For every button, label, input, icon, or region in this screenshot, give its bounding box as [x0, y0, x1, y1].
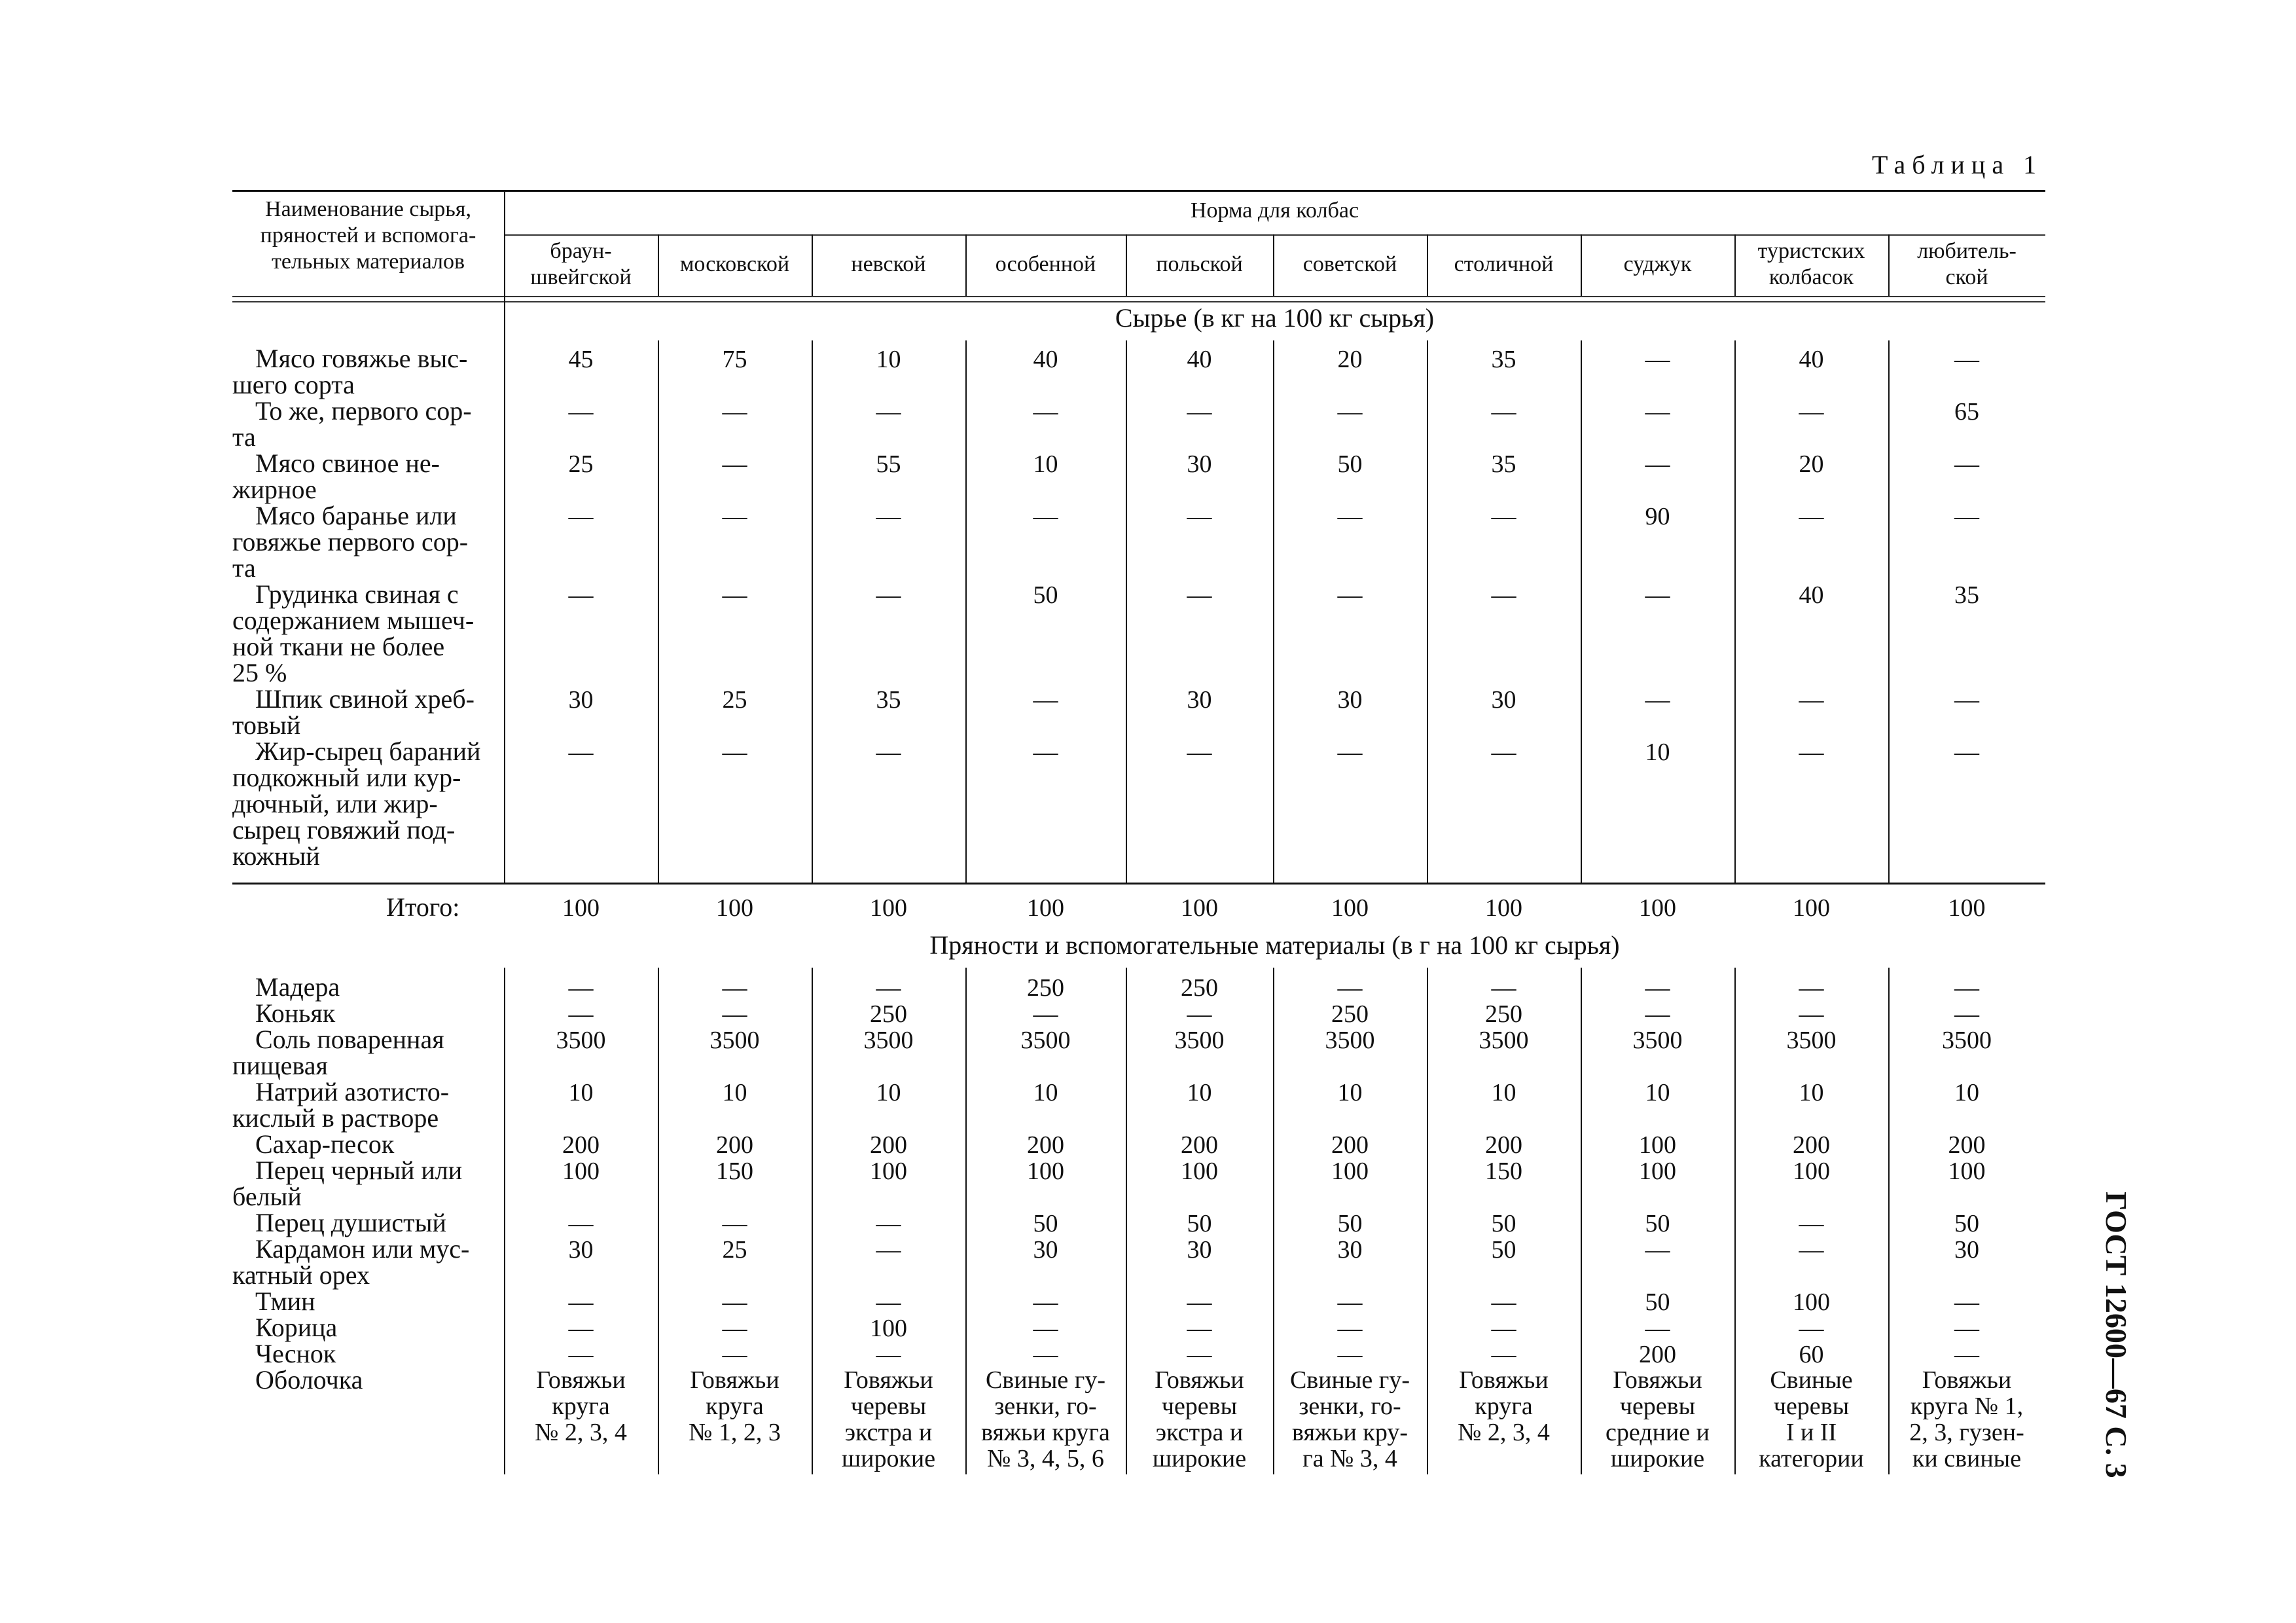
value-cell: 50: [1337, 1210, 1363, 1237]
value-cell: 3500: [863, 1027, 914, 1054]
value-cell: 200: [716, 1131, 753, 1159]
value-cell: —: [1033, 686, 1058, 714]
value-cell: —: [1033, 503, 1058, 530]
value-cell: 50: [1645, 1210, 1670, 1237]
value-cell: 20: [1337, 346, 1363, 373]
value-cell: —: [722, 398, 747, 426]
value-cell: 10: [1187, 1079, 1212, 1106]
value-cell: —: [1799, 1236, 1824, 1264]
row-label: жирное: [232, 475, 317, 504]
row-label: Грудинка свиная с: [255, 579, 459, 609]
row-label: Мясо баранье или: [255, 501, 457, 530]
value-cell: —: [1187, 503, 1212, 530]
row-label: та: [232, 553, 256, 583]
value-cell: 65: [1954, 398, 1979, 426]
side-header: ГОСТ 12600—67 С. 3: [2100, 1192, 2133, 1478]
value-cell: —: [1954, 1000, 1979, 1028]
value-cell: —: [876, 1236, 901, 1264]
value-cell: —: [568, 503, 594, 530]
value-cell: 40: [1033, 346, 1058, 373]
value-cell: —: [1645, 450, 1670, 478]
column-header: особенной: [995, 252, 1096, 276]
value-cell: —: [1645, 974, 1670, 1002]
value-cell: —: [722, 1000, 747, 1028]
value-cell: 10: [568, 1079, 594, 1106]
total-cell: 100: [1027, 894, 1064, 922]
value-cell: 50: [1491, 1236, 1516, 1264]
value-cell: 40: [1799, 346, 1824, 373]
value-cell: —: [876, 398, 901, 426]
row-label: Жир-сырец бараний: [255, 737, 481, 766]
row-label: Мясо свиное не-: [255, 448, 440, 478]
value-cell: 50: [1337, 450, 1363, 478]
row-label: пищевая: [232, 1051, 328, 1080]
value-cell: 10: [876, 1079, 901, 1106]
value-cell: 35: [1954, 581, 1979, 609]
section-title-spices: Пряности и вспомогательные материалы (в г на 100 кг сырья): [929, 930, 1620, 960]
value-cell: 10: [1033, 450, 1058, 478]
row-label: содержанием мышеч-: [232, 606, 475, 635]
value-cell: 200: [1331, 1131, 1369, 1159]
value-cell: —: [1954, 686, 1979, 714]
value-cell: —: [568, 1341, 594, 1368]
value-cell: 50: [1187, 1210, 1212, 1237]
value-cell: —: [876, 503, 901, 530]
value-cell: —: [1491, 1315, 1516, 1342]
value-cell: 200: [870, 1131, 907, 1159]
value-cell: —: [1187, 1315, 1212, 1342]
group-header-rule: [504, 234, 2045, 236]
value-cell: 200: [1485, 1131, 1522, 1159]
casing-cell: Свиные гу- зенки, го- вяжьи круга № 3, 4, 5, 6: [981, 1366, 1110, 1472]
value-cell: —: [722, 1341, 747, 1368]
value-cell: —: [1799, 739, 1824, 766]
value-cell: —: [1491, 974, 1516, 1002]
value-cell: —: [1337, 1341, 1363, 1368]
row-label: 25 %: [232, 658, 287, 687]
value-cell: —: [1954, 974, 1979, 1002]
column-header: советской: [1302, 252, 1397, 276]
column-header: столичной: [1454, 252, 1554, 276]
value-cell: —: [1337, 1288, 1363, 1316]
value-cell: 10: [1033, 1079, 1058, 1106]
value-cell: 3500: [709, 1027, 760, 1054]
value-cell: —: [1033, 1315, 1058, 1342]
value-cell: 3500: [1325, 1027, 1375, 1054]
value-cell: —: [1187, 1288, 1212, 1316]
value-cell: 50: [1033, 581, 1058, 609]
value-cell: 50: [1645, 1288, 1670, 1316]
casing-cell: Говяжьи круга № 1, 2, 3: [689, 1366, 781, 1446]
value-cell: —: [1799, 1315, 1824, 1342]
value-cell: 250: [1027, 974, 1064, 1002]
value-cell: 55: [876, 450, 901, 478]
value-cell: 25: [568, 450, 594, 478]
group-header: Норма для колбас: [1190, 198, 1359, 223]
row-label: кожный: [232, 841, 320, 871]
value-cell: 200: [1181, 1131, 1218, 1159]
value-cell: 150: [716, 1158, 753, 1185]
row-label: катный орех: [232, 1260, 370, 1290]
value-cell: —: [1645, 398, 1670, 426]
value-cell: —: [722, 1288, 747, 1316]
casing-cell: Говяжьи круга № 2, 3, 4: [1458, 1366, 1550, 1446]
value-cell: 10: [1954, 1079, 1979, 1106]
value-cell: 100: [562, 1158, 600, 1185]
value-cell: 10: [1645, 1079, 1670, 1106]
value-cell: —: [1645, 1315, 1670, 1342]
row-label: Шпик свиной хреб-: [255, 684, 475, 714]
total-cell: 100: [1331, 894, 1369, 922]
row-label: Тмин: [255, 1286, 315, 1316]
value-cell: 100: [1181, 1158, 1218, 1185]
value-cell: 100: [1639, 1158, 1676, 1185]
value-cell: —: [876, 974, 901, 1002]
value-cell: —: [1491, 398, 1516, 426]
value-cell: 90: [1645, 503, 1670, 530]
value-cell: 3500: [1479, 1027, 1529, 1054]
value-cell: —: [1337, 398, 1363, 426]
total-rule: [232, 883, 2045, 884]
value-cell: 30: [1187, 450, 1212, 478]
value-cell: 30: [568, 686, 594, 714]
row-label: Натрий азотисто-: [255, 1077, 450, 1106]
value-cell: —: [1645, 346, 1670, 373]
value-cell: —: [722, 581, 747, 609]
row-label: Корица: [255, 1313, 338, 1342]
value-cell: —: [722, 739, 747, 766]
value-cell: —: [1187, 581, 1212, 609]
value-cell: —: [1645, 686, 1670, 714]
value-cell: 30: [1337, 686, 1363, 714]
column-header: польской: [1156, 252, 1243, 276]
value-cell: 3500: [556, 1027, 606, 1054]
value-cell: —: [722, 1210, 747, 1237]
value-cell: —: [1337, 974, 1363, 1002]
value-cell: 100: [1793, 1158, 1830, 1185]
value-cell: 200: [562, 1131, 600, 1159]
value-cell: 100: [870, 1158, 907, 1185]
row-label: Перец душистый: [255, 1208, 446, 1237]
value-cell: —: [568, 1210, 594, 1237]
value-cell: —: [1033, 739, 1058, 766]
value-cell: 100: [1331, 1158, 1369, 1185]
casing-cell: Говяжьи черевы экстра и широкие: [1152, 1366, 1247, 1472]
casing-cell: Говяжьи черевы средние и широкие: [1605, 1366, 1710, 1472]
value-cell: 10: [876, 346, 901, 373]
value-cell: —: [1033, 1288, 1058, 1316]
value-cell: —: [1954, 1315, 1979, 1342]
value-cell: 100: [1948, 1158, 1986, 1185]
row-label: дючный, или жир-: [232, 789, 438, 818]
column-header: суджук: [1623, 252, 1692, 276]
value-cell: 30: [1033, 1236, 1058, 1264]
value-cell: 200: [1639, 1341, 1676, 1368]
value-cell: 200: [1948, 1131, 1986, 1159]
section-title-raw: Сырье (в кг на 100 кг сырья): [1115, 303, 1435, 333]
value-cell: —: [1337, 581, 1363, 609]
casing-cell: Свиные черевы I и II категории: [1759, 1366, 1864, 1472]
value-cell: —: [1337, 739, 1363, 766]
value-cell: —: [1954, 1288, 1979, 1316]
value-cell: 10: [1645, 739, 1670, 766]
row-label: ной ткани не более: [232, 632, 445, 661]
value-cell: 30: [1187, 1236, 1212, 1264]
row-label: Чеснок: [255, 1339, 336, 1368]
value-cell: —: [1799, 1000, 1824, 1028]
table-label: Таблица 1: [1872, 150, 2043, 179]
total-cell: 100: [870, 894, 907, 922]
value-cell: 35: [1491, 346, 1516, 373]
column-header: туристских колбасок: [1757, 239, 1865, 289]
value-cell: —: [722, 974, 747, 1002]
value-cell: 3500: [1174, 1027, 1225, 1054]
value-cell: —: [876, 581, 901, 609]
value-cell: —: [1954, 450, 1979, 478]
value-cell: 200: [1027, 1131, 1064, 1159]
value-cell: —: [876, 1341, 901, 1368]
value-cell: —: [1799, 503, 1824, 530]
casing-cell: Говяжьи круга № 1, 2, 3, гузен- ки свиные: [1909, 1366, 2024, 1472]
row-label: Перец черный или: [255, 1156, 463, 1185]
value-cell: 100: [1793, 1288, 1830, 1316]
value-cell: —: [876, 1288, 901, 1316]
value-cell: —: [1491, 1341, 1516, 1368]
row-label: подкожный или кур-: [232, 763, 461, 792]
value-cell: 25: [722, 1236, 747, 1264]
value-cell: —: [876, 1210, 901, 1237]
value-cell: 100: [870, 1315, 907, 1342]
value-cell: 250: [1331, 1000, 1369, 1028]
value-cell: 60: [1799, 1341, 1824, 1368]
value-cell: —: [1954, 503, 1979, 530]
value-cell: 100: [1027, 1158, 1064, 1185]
value-cell: —: [1954, 739, 1979, 766]
value-cell: 25: [722, 686, 747, 714]
value-cell: 30: [1954, 1236, 1979, 1264]
value-cell: 40: [1799, 581, 1824, 609]
first-column-header: Наименование сырья, пряностей и вспомога- тельных материалов: [260, 197, 476, 274]
total-cell: 100: [1793, 894, 1830, 922]
value-cell: 20: [1799, 450, 1824, 478]
row-label: сырец говяжий под-: [232, 815, 456, 845]
value-cell: 250: [1485, 1000, 1522, 1028]
casing-cell: Говяжьи черевы экстра и широкие: [841, 1366, 936, 1472]
row-label: Коньяк: [255, 998, 336, 1028]
casing-cell: Говяжьи круга № 2, 3, 4: [535, 1366, 627, 1446]
value-cell: 50: [1033, 1210, 1058, 1237]
value-cell: —: [1337, 1315, 1363, 1342]
column-header: невской: [851, 252, 926, 276]
total-cell: 100: [1948, 894, 1986, 922]
value-cell: 3500: [1632, 1027, 1683, 1054]
value-cell: 30: [1337, 1236, 1363, 1264]
value-cell: 30: [1491, 686, 1516, 714]
value-cell: —: [1954, 346, 1979, 373]
value-cell: —: [1954, 1341, 1979, 1368]
value-cell: —: [568, 1315, 594, 1342]
total-label: Итого:: [386, 892, 460, 922]
value-cell: —: [568, 1288, 594, 1316]
value-cell: —: [1645, 581, 1670, 609]
value-cell: 40: [1187, 346, 1212, 373]
total-cell: 100: [716, 894, 753, 922]
value-cell: —: [1799, 974, 1824, 1002]
row-label: кислый в растворе: [232, 1103, 439, 1133]
row-label: Сахар-песок: [255, 1129, 395, 1159]
value-cell: 10: [1337, 1079, 1363, 1106]
value-cell: —: [1187, 1341, 1212, 1368]
value-cell: —: [568, 581, 594, 609]
value-cell: —: [1187, 398, 1212, 426]
row-label: Мадера: [255, 972, 340, 1002]
value-cell: 50: [1954, 1210, 1979, 1237]
value-cell: —: [1491, 1288, 1516, 1316]
value-cell: —: [568, 974, 594, 1002]
value-cell: —: [1799, 686, 1824, 714]
total-cell: 100: [1485, 894, 1522, 922]
column-header: любитель- ской: [1917, 239, 2017, 289]
value-cell: —: [1645, 1236, 1670, 1264]
value-cell: —: [876, 739, 901, 766]
value-cell: —: [1033, 1341, 1058, 1368]
total-cell: 100: [1639, 894, 1676, 922]
value-cell: —: [722, 1315, 747, 1342]
value-cell: —: [1799, 1210, 1824, 1237]
row-label: шего сорта: [232, 370, 355, 399]
value-cell: 10: [1491, 1079, 1516, 1106]
value-cell: —: [1187, 1000, 1212, 1028]
value-cell: —: [1645, 1000, 1670, 1028]
value-cell: 3500: [1786, 1027, 1837, 1054]
value-cell: 50: [1491, 1210, 1516, 1237]
value-cell: —: [1799, 398, 1824, 426]
row-label: Мясо говяжье выс-: [255, 344, 468, 373]
value-cell: —: [568, 1000, 594, 1028]
value-cell: 10: [1799, 1079, 1824, 1106]
total-cell: 100: [1181, 894, 1218, 922]
value-cell: —: [722, 450, 747, 478]
value-cell: —: [1491, 503, 1516, 530]
value-cell: 100: [1639, 1131, 1676, 1159]
value-cell: 250: [1181, 974, 1218, 1002]
casing-label: Оболочка: [255, 1365, 363, 1395]
value-cell: 150: [1485, 1158, 1522, 1185]
value-cell: 75: [722, 346, 747, 373]
value-cell: 35: [1491, 450, 1516, 478]
row-label: Соль поваренная: [255, 1025, 444, 1054]
row-label: белый: [232, 1182, 302, 1211]
total-cell: 100: [562, 894, 600, 922]
value-cell: 3500: [1942, 1027, 1992, 1054]
value-cell: 35: [876, 686, 901, 714]
value-cell: 250: [870, 1000, 907, 1028]
row-label: говяжье первого сор-: [232, 527, 469, 556]
value-cell: —: [568, 398, 594, 426]
column-header: браун- швейгской: [530, 239, 632, 289]
row-label: То же, первого сор-: [255, 396, 472, 426]
value-cell: 3500: [1020, 1027, 1071, 1054]
row-label: та: [232, 422, 256, 452]
value-cell: —: [568, 739, 594, 766]
value-cell: —: [1337, 503, 1363, 530]
row-label: товый: [232, 710, 301, 740]
value-cell: 30: [568, 1236, 594, 1264]
row-label: Кардамон или мус-: [255, 1234, 470, 1264]
value-cell: —: [1033, 398, 1058, 426]
value-cell: 10: [722, 1079, 747, 1106]
value-cell: —: [1491, 739, 1516, 766]
value-cell: 45: [568, 346, 594, 373]
value-cell: —: [1491, 581, 1516, 609]
value-cell: —: [1187, 739, 1212, 766]
value-cell: 200: [1793, 1131, 1830, 1159]
column-header: московской: [679, 252, 790, 276]
value-cell: 30: [1187, 686, 1212, 714]
value-cell: —: [722, 503, 747, 530]
value-cell: —: [1033, 1000, 1058, 1028]
casing-cell: Свиные гу- зенки, го- вяжьи кру- га № 3, 4: [1289, 1366, 1410, 1472]
